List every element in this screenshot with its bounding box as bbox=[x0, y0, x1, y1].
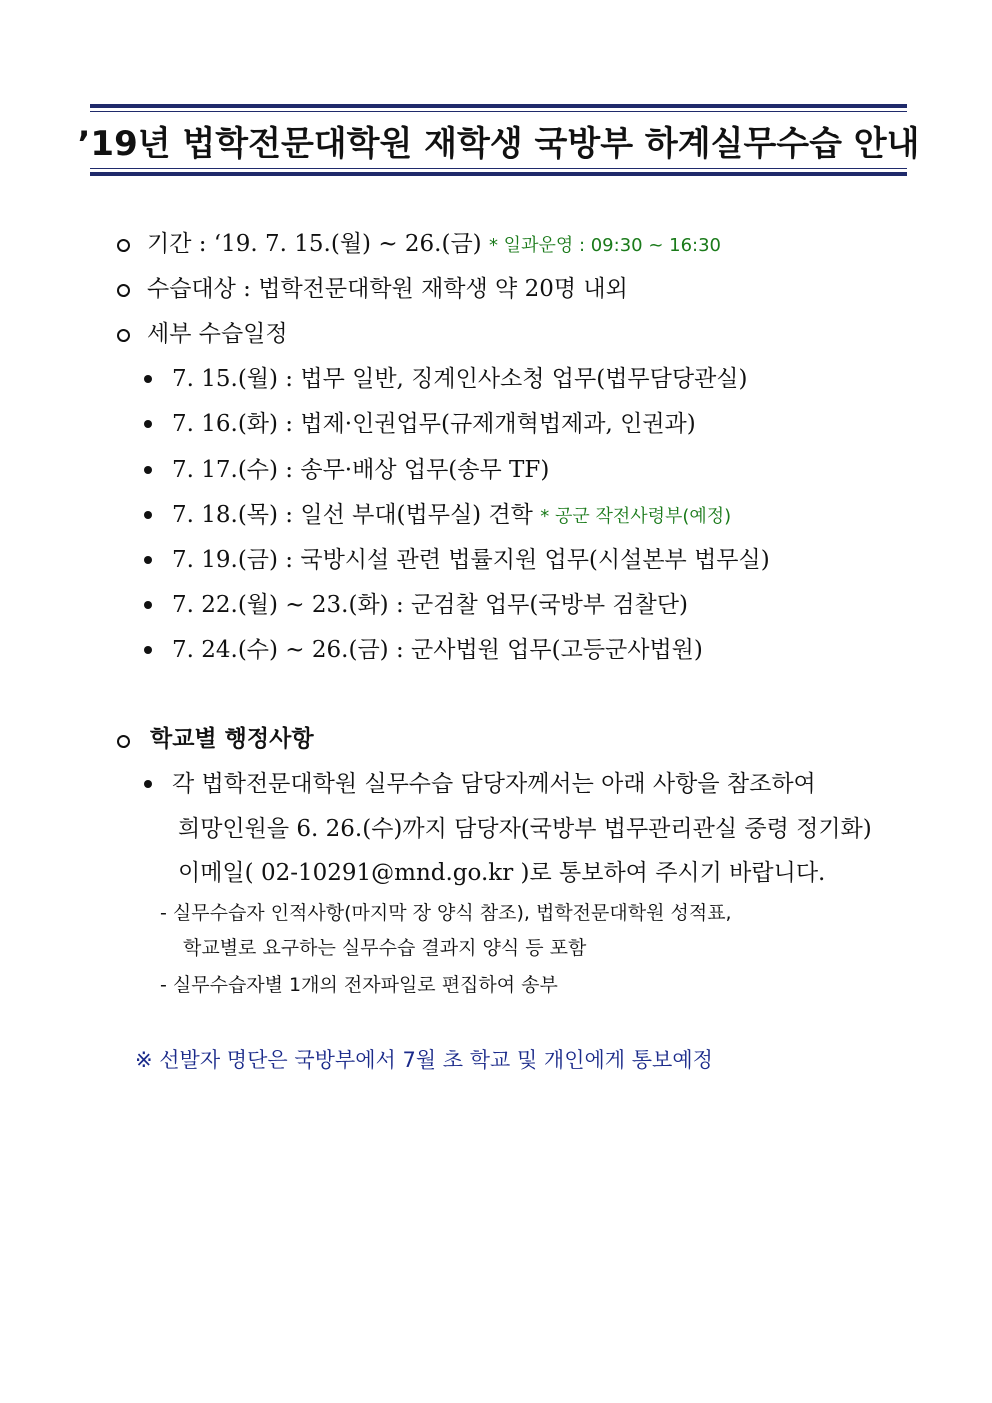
schedule-item-text: 7. 22.(월) ~ 23.(화) : 군검찰 업무(국방부 검찰단) bbox=[172, 592, 688, 618]
bullet-dot-icon bbox=[144, 511, 152, 519]
schedule-item-text: 7. 24.(수) ~ 26.(금) : 군사법원 업무(고등군사법원) bbox=[172, 637, 703, 663]
schedule-item bbox=[172, 364, 747, 394]
admin-body-text: 희망인원을 6. 26.(수)까지 담당자(국방부 법무관리관실 중령 정기화) bbox=[178, 816, 872, 842]
admin-sub-text: - 실무수습자별 1개의 전자파일로 편집하여 송부 bbox=[160, 974, 558, 996]
circle-bullet-icon bbox=[117, 329, 130, 342]
bullet-dot-icon bbox=[144, 466, 152, 474]
admin-heading bbox=[150, 724, 314, 754]
target-line bbox=[147, 274, 628, 304]
title-box bbox=[77, 104, 920, 176]
schedule-item bbox=[172, 590, 688, 620]
bullet-dot-icon bbox=[144, 601, 152, 609]
bullet-dot-icon bbox=[144, 420, 152, 428]
schedule-item-text: 7. 16.(화) : 법제·인권업무(규제개혁법제과, 인권과) bbox=[172, 411, 696, 437]
admin-heading-text: 학교별 행정사항 bbox=[150, 725, 314, 752]
schedule-item bbox=[172, 500, 731, 532]
circle-bullet-icon bbox=[117, 284, 130, 297]
period-line bbox=[147, 229, 721, 261]
admin-sub-line bbox=[160, 970, 558, 1000]
target-text: 수습대상 : 법학전문대학원 재학생 약 20명 내외 bbox=[147, 276, 628, 302]
admin-body-line bbox=[172, 769, 816, 799]
schedule-heading bbox=[147, 319, 288, 349]
bullet-dot-icon bbox=[144, 375, 152, 383]
notice-text: ※ 선발자 명단은 국방부에서 7월 초 학교 및 개인에게 통보예정 bbox=[135, 1048, 713, 1072]
admin-sub-text: - 실무수습자 인적사항(마지막 장 양식 참조), 법학전문대학원 성적표, bbox=[160, 902, 732, 924]
admin-body-text: 이메일( 02-10291@mnd.go.kr )로 통보하여 주시기 바랍니다. bbox=[178, 860, 826, 886]
schedule-item bbox=[172, 545, 770, 575]
admin-sub-line bbox=[160, 898, 732, 928]
schedule-item bbox=[172, 635, 703, 665]
schedule-item bbox=[172, 455, 549, 485]
bullet-dot-icon bbox=[144, 780, 152, 788]
admin-sub-line bbox=[183, 933, 586, 963]
schedule-item-note: * 공군 작전사령부(예정) bbox=[540, 506, 732, 527]
schedule-item-text: 7. 18.(목) : 일선 부대(법무실) 견학 bbox=[172, 502, 533, 528]
bullet-dot-icon bbox=[144, 556, 152, 564]
admin-sub-text: 학교별로 요구하는 실무수습 결과지 양식 등 포함 bbox=[183, 937, 587, 959]
notice-line bbox=[135, 1045, 713, 1075]
bullet-dot-icon bbox=[144, 646, 152, 654]
page-title: ’19년 법학전문대학원 재학생 국방부 하계실무수습 안내 bbox=[77, 123, 920, 164]
circle-bullet-icon bbox=[117, 735, 130, 748]
circle-bullet-icon bbox=[117, 239, 130, 252]
admin-body-text: 각 법학전문대학원 실무수습 담당자께서는 아래 사항을 참조하여 bbox=[172, 771, 816, 797]
schedule-item-text: 7. 15.(월) : 법무 일반, 징계인사소청 업무(법무담당관실) bbox=[172, 366, 748, 392]
schedule-item-text: 7. 17.(수) : 송무·배상 업무(송무 TF) bbox=[172, 457, 550, 483]
admin-body-line bbox=[178, 814, 872, 844]
schedule-item bbox=[172, 409, 696, 439]
period-text: 기간 : ‘19. 7. 15.(월) ~ 26.(금) bbox=[147, 231, 482, 257]
admin-body-line bbox=[178, 858, 825, 888]
schedule-heading-text: 세부 수습일정 bbox=[147, 321, 288, 347]
period-note: * 일과운영 : 09:30 ~ 16:30 bbox=[488, 235, 722, 256]
schedule-item-text: 7. 19.(금) : 국방시설 관련 법률지원 업무(시설본부 법무실) bbox=[172, 547, 770, 573]
